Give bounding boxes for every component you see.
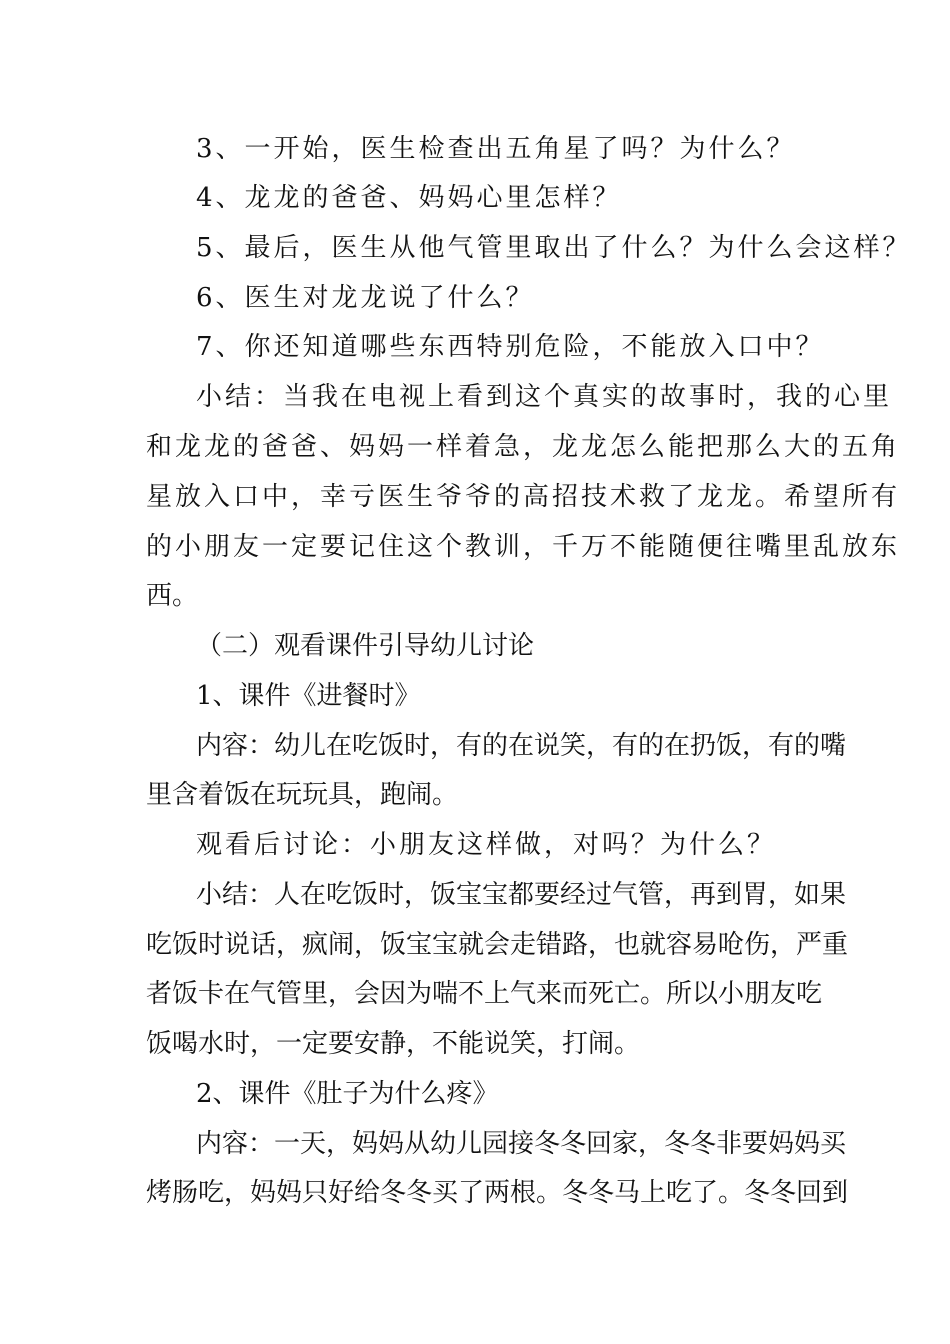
summary-1-line-5: 西。: [146, 581, 199, 611]
content-2-line-1: 内容：一天，妈妈从幼儿园接冬冬回家，冬冬非要妈妈买: [196, 1129, 847, 1159]
summary-2-line-3: 者饭卡在气管里，会因为喘不上气来而死亡。所以小朋友吃: [146, 979, 823, 1009]
summary-1-line-2: 和龙龙的爸爸、妈妈一样着急，龙龙怎么能把那么大的五角: [146, 432, 901, 462]
content-2-line-2: 烤肠吃，妈妈只好给冬冬买了两根。冬冬马上吃了。冬冬回到: [146, 1178, 849, 1208]
summary-2-line-4: 饭喝水时，一定要安静，不能说笑，打闹。: [146, 1029, 641, 1059]
summary-1-line-3: 星放入口中，幸亏医生爷爷的高招技术救了龙龙。希望所有: [146, 482, 901, 512]
question-5: 5、最后，医生从他气管里取出了什么？为什么会这样？: [196, 233, 912, 263]
content-1-line-1: 内容：幼儿在吃饭时，有的在说笑，有的在扔饭，有的嘴: [196, 731, 847, 761]
courseware-2-title: 2、课件《肚子为什么疼》: [196, 1079, 499, 1109]
question-6: 6、医生对龙龙说了什么？: [196, 283, 535, 313]
courseware-1-title: 1、课件《进餐时》: [196, 681, 421, 711]
summary-2-line-1: 小结：人在吃饭时，饭宝宝都要经过气管，再到胃，如果: [196, 880, 847, 910]
section-heading: （二）观看课件引导幼儿讨论: [196, 631, 535, 661]
question-4: 4、龙龙的爸爸、妈妈心里怎样？: [196, 183, 622, 213]
summary-1-line-4: 的小朋友一定要记住这个教训，千万不能随便往嘴里乱放东: [146, 532, 901, 562]
summary-1-line-1: 小结：当我在电视上看到这个真实的故事时，我的心里: [196, 382, 893, 412]
content-1-line-2: 里含着饭在玩玩具，跑闹。: [146, 780, 459, 810]
question-7: 7、你还知道哪些东西特别危险，不能放入口中？: [196, 332, 825, 362]
question-3: 3、一开始，医生检查出五角星了吗？为什么？: [196, 134, 796, 164]
summary-2-line-2: 吃饭时说话，疯闹，饭宝宝就会走错路，也就容易呛伤，严重: [146, 930, 849, 960]
discussion-line: 观看后讨论：小朋友这样做，对吗？为什么？: [196, 830, 777, 860]
